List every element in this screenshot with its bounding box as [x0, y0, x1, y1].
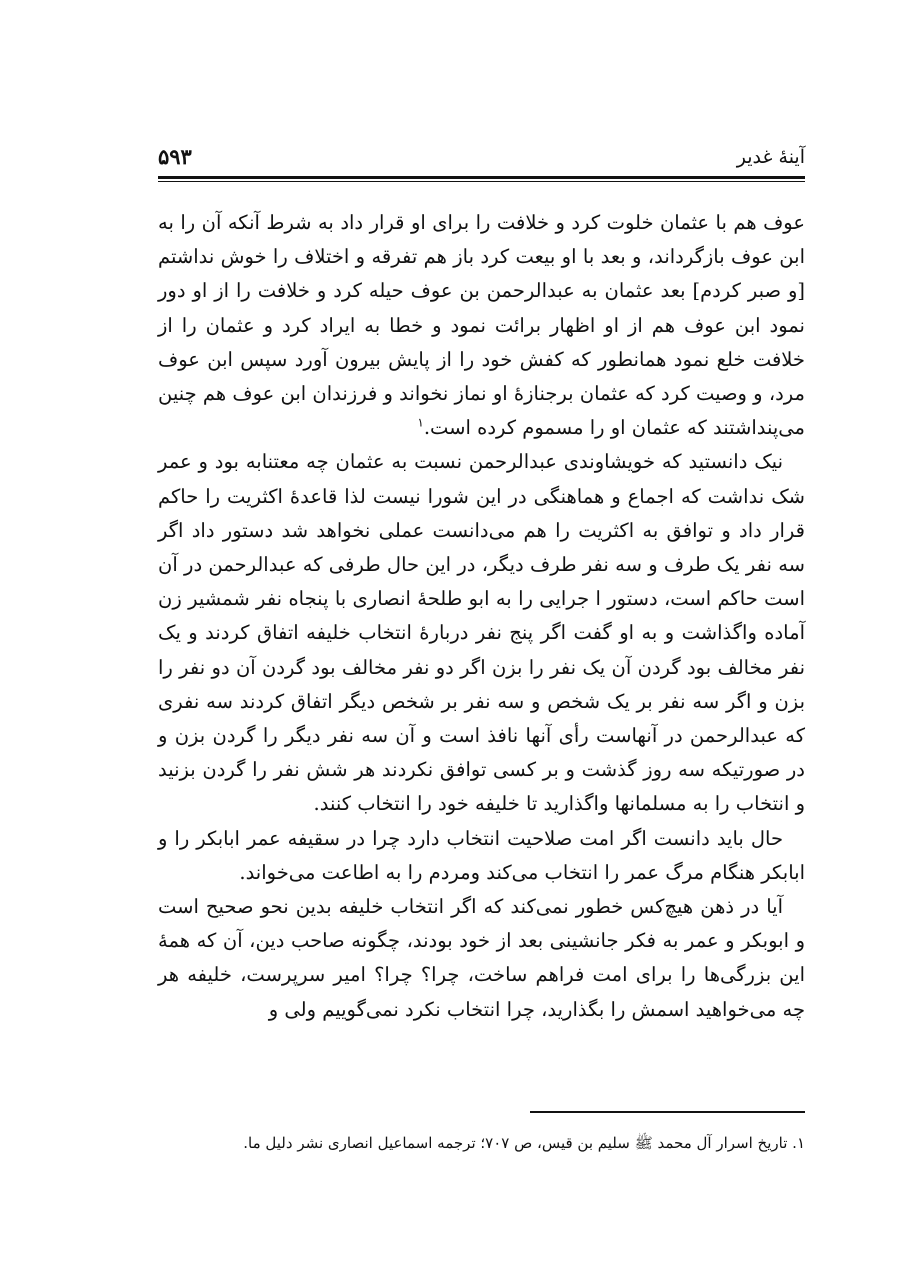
page-header	[158, 140, 805, 180]
header-rule-thin	[158, 181, 805, 182]
paragraph-2: نیک دانستید که خویشاوندی عبدالرحمن نسبت به عثمان چه معتنابه بود و عمر شک نداشت که اجماع و هماهنگی در این شورا نیست لذا قاعدهٔ اکثریت را حاکم قرار داد و توافق به اکثریت را هم می‌دانست عملی نخواهد شد دستور داد اگر سه نفر یک طرف و سه نفر طرف دیگر، در این حال طرفی که عبدالرحمن در آن است حاکم است، دستور ا جرایی را به ابو طلحهٔ انصاری با پنجاه نفر شمشیر زن آماده واگذاشت و به او گفت اگر پنج نفر دربارهٔ انتخاب خلیفه اتفاق کردند و یک نفر مخالف بود گردن آن یک نفر را بزن اگر دو نفر مخالف بود گردن آن دو نفر را بزن و اگر سه نفر بر یک شخص و سه نفر بر شخص دیگر اتفاق کردند سه نفری که عبدالرحمن در آنهاست رأی آنها نافذ است و آن سه نفر دیگر را گردن بزن و در صورتیکه سه روز گذشت و بر کسی توافق نکردند هر شش نفر را گردن بزنید و انتخاب را به مسلمانها واگذارید تا خلیفه خود را انتخاب کنند.	[158, 450, 805, 816]
paragraph-1	[158, 206, 805, 445]
body-text	[158, 206, 805, 1027]
footnote: ۱. تاریخ اسرار آل محمد ﷺ سلیم بن قیس، ص ۷۰۷؛ ترجمه اسماعیل انصاری نشر دلیل ما.	[243, 1134, 805, 1152]
paragraph-3: حال باید دانست اگر امت صلاحیت انتخاب دارد چرا در سقیفه عمر ابابکر را و ابابکر هنگام مرگ عمر را انتخاب می‌کند ومردم را به اطاعت می‌خواند.	[158, 826, 805, 884]
header-rule	[158, 176, 805, 179]
paragraph-1-text: عوف هم با عثمان خلوت کرد و خلافت را برای او قرار داد به شرط آنکه آن را به ابن عوف بازگرداند، و بعد با او بیعت کرد باز هم تفرقه و اختلاف را خوش نداشتم [و صبر کردم] بعد عثمان به عبدالرحمن بن عوف حیله کرد و خلافت را از او دور نمود ابن عوف هم از او اظهار برائت نمود و خطا به ایراد کرد و عثمان را از خلافت خلع نمود همانطور که کفش خود را از پایش بیرون آورد سپس ابن عوف مرد، و وصیت کرد که عثمان برجنازهٔ او نماز نخواند و فرزندان ابن عوف هم چنین می‌پنداشتند که عثمان او را مسموم کرده است.	[158, 211, 805, 440]
running-title: آینهٔ غدیر	[736, 146, 805, 168]
footnote-reference[interactable]: ۱	[417, 415, 424, 430]
footnote-separator	[530, 1111, 805, 1113]
paragraph-4: آیا در ذهن هیچ‌کس خطور نمی‌کند که اگر انتخاب خلیفه بدین نحو صحیح است و ابوبکر و عمر به فکر جانشینی بعد از خود بودند، چگونه صاحب دین، آن که همهٔ این بزرگی‌ها را برای امت فراهم ساخت، چرا؟ چرا؟ امیر سرپرست، خلیفه هر چه می‌خواهید اسمش را بگذارید، چرا انتخاب نکرد نمی‌گوییم ولی و	[158, 895, 805, 1021]
page-number: ۵۹۳	[158, 144, 192, 169]
